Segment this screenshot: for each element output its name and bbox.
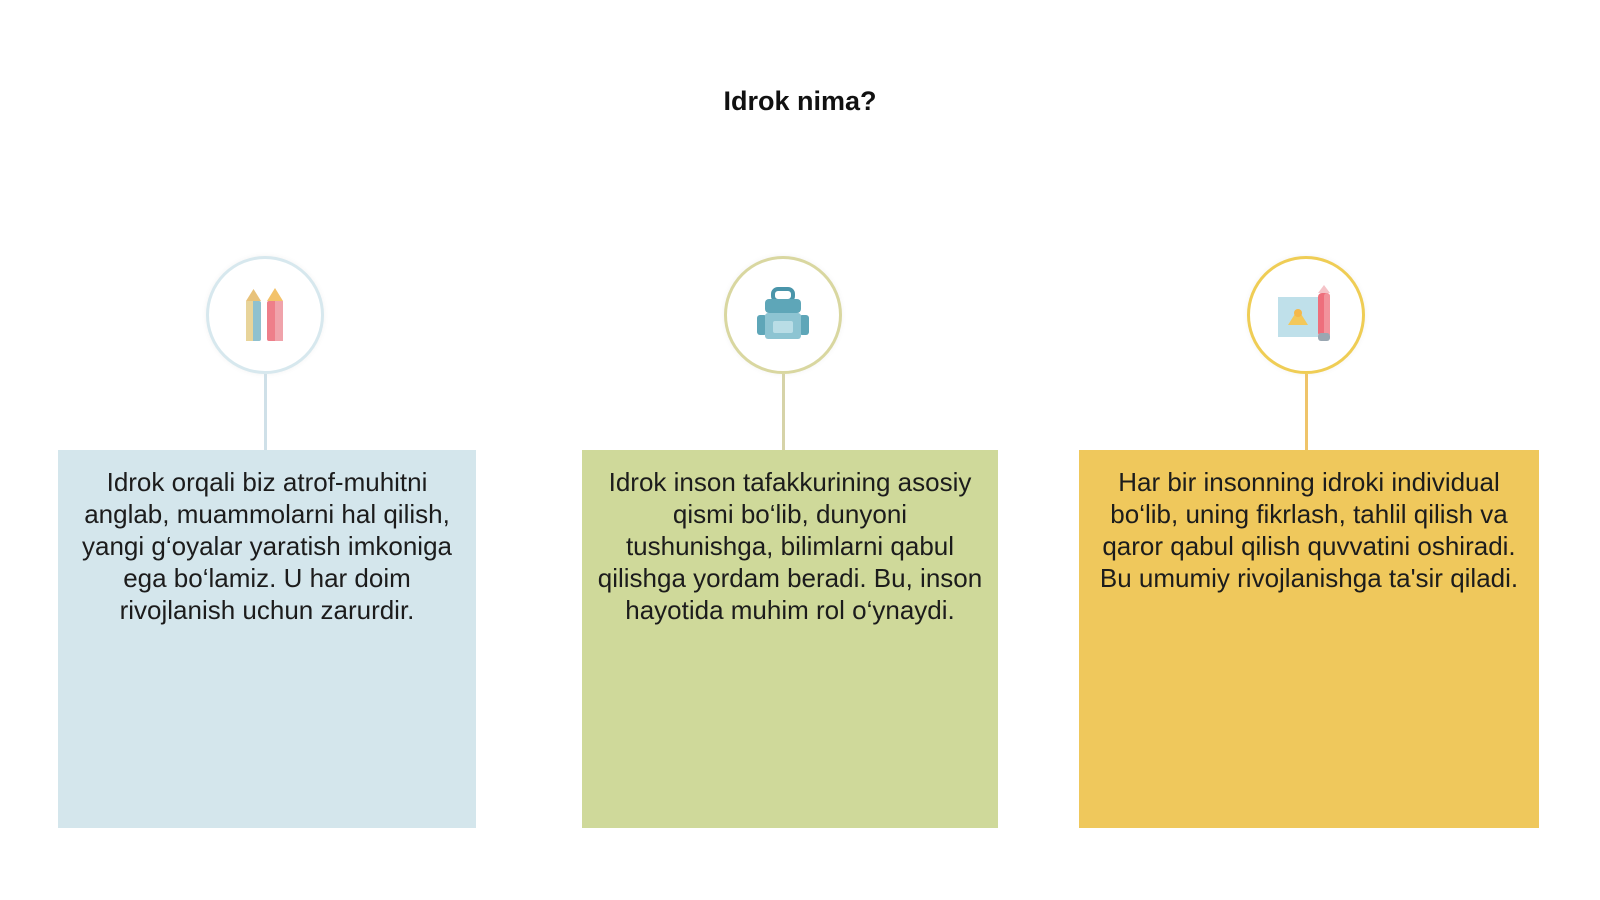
info-card-1 — [58, 450, 476, 828]
pencils-icon — [240, 285, 290, 345]
icon-circle-1 — [206, 256, 324, 374]
info-card-2 — [582, 450, 998, 828]
backpack-icon — [753, 285, 813, 345]
card-text-1: Idrok orqali biz atrof-muhitni anglab, muammolarni hal qilish, yangi g‘oyalar yaratish imkoniga ega bo‘lamiz. U har doim rivojlanish uchun zarurdir. — [82, 467, 452, 625]
connector-line-1 — [264, 374, 267, 450]
card-text-3: Har bir insonning idroki individual bo‘lib, uning fikrlash, tahlil qilish va qaror qabul qilish quvvatini oshiradi. Bu umumiy rivojlanishga ta'sir qiladi. — [1099, 467, 1519, 593]
drawing-board-icon — [1274, 285, 1338, 345]
page-title: Idrok nima? — [723, 86, 877, 116]
card-text-2: Idrok inson tafakkurining asosiy qismi bo‘lib, dunyoni tushunishga, bilimlarni qabul qilishga yordam beradi. Bu, inson hayotida muhim rol o‘ynaydi. — [597, 467, 983, 625]
icon-circle-3 — [1247, 256, 1365, 374]
info-card-3 — [1079, 450, 1539, 828]
connector-line-2 — [782, 374, 785, 450]
icon-circle-2 — [724, 256, 842, 374]
connector-line-3 — [1305, 374, 1308, 450]
